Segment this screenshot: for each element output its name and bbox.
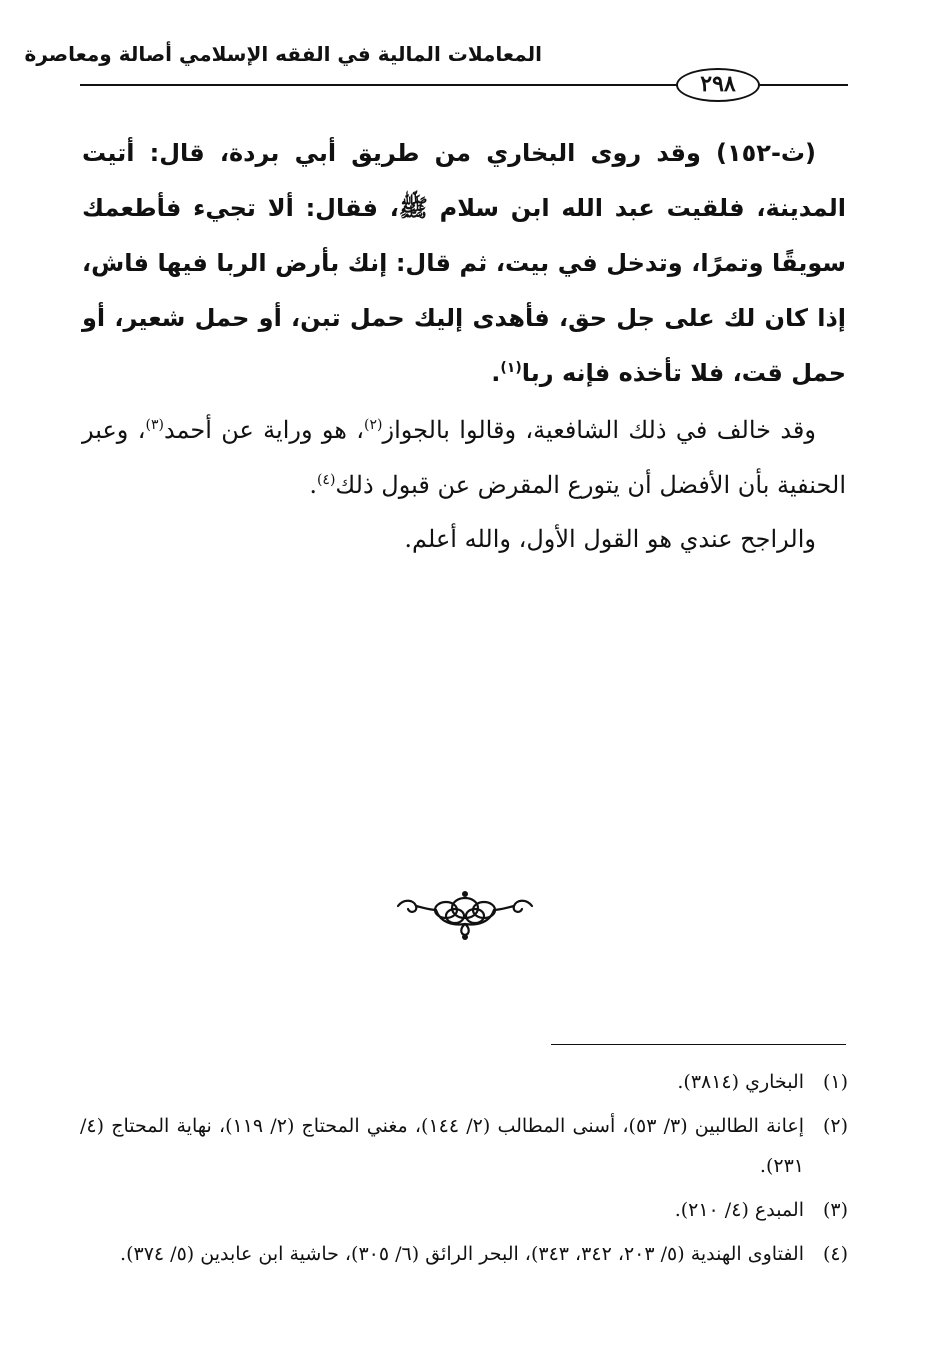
- paragraph-1-text: (ث-١٥٢) وقد روى البخاري من طريق أبي بردة، قال: أتيت المدينة، فلقيت عبد الله ابن سلام ﷺ، فقال: ألا تجيء فأطعمك سويقًا وتمرًا، وتدخل في بيت، ثم قال: إنك بأرض الربا فيها فاش، إذا كان لك على جل حق، فأهدى إليك حمل تبن، أو حمل شعير، أو حمل قت، فلا تأخذه فإنه ربا: [82, 139, 846, 387]
- paragraph-1: (ث-١٥٢) وقد روى البخاري من طريق أبي بردة، قال: أتيت المدينة، فلقيت عبد الله ابن سلام ﷺ، فقال: ألا تجيء فأطعمك سويقًا وتمرًا، وتدخل في بيت، ثم قال: إنك بأرض الربا فيها فاش، إذا كان لك على جل حق، فأهدى إليك حمل تبن، أو حمل شعير، أو حمل قت، فلا تأخذه فإنه ربا$^{(١)}$.: [82, 139, 846, 387]
- footnote-text: إعانة الطالبين (٣/ ٥٣)، أسنى المطالب (٢/ ١٤٤)، مغني المحتاج (٢/ ١١٩)، نهاية المحتاج (٤/ ٢٣١).: [80, 1115, 804, 1177]
- footnote-item: [80, 1190, 848, 1230]
- footnotes: [80, 1062, 848, 1278]
- paragraph-2-text-c: ، وعبر الحنفية بأن الأفضل أن يتورع المقرض عن قبول ذلك: [82, 416, 846, 499]
- paragraph-3: [82, 512, 846, 567]
- footnote-ref-1: (١): [500, 360, 522, 376]
- footnote-text: المبدع (٤/ ٢١٠).: [674, 1199, 804, 1221]
- footnote-number: (٤): [822, 1243, 848, 1265]
- paragraph-3-text: والراجح عندي هو القول الأول، والله أعلم.: [404, 525, 816, 553]
- page-number: ٢٩٨: [676, 68, 760, 102]
- footnote-number: (٢): [822, 1115, 848, 1137]
- footnote-text: البخاري (٣٨١٤).: [677, 1071, 804, 1093]
- paragraph-2-text-b: ، هو وراية عن أحمد: [163, 416, 365, 444]
- footnote-text: الفتاوى الهندية (٥/ ٢٠٣، ٣٤٢، ٣٤٣)، البحر الرائق (٦/ ٣٠٥)، حاشية ابن عابدين (٥/ ٣٧٤).: [120, 1243, 804, 1265]
- ornament-divider-icon: [394, 888, 536, 942]
- footnote-number: (١): [822, 1071, 848, 1093]
- paragraph-2-text-a: وقد خالف في ذلك الشافعية، وقالوا بالجواز: [382, 416, 816, 444]
- footnote-separator: [551, 1044, 846, 1045]
- paragraph-opinions: [82, 403, 846, 513]
- footnote-ref-4: (٤): [316, 472, 336, 488]
- paragraph-conclusion: [82, 512, 846, 567]
- running-header-title: المعاملات المالية في الفقه الإسلامي أصالة ومعاصرة: [24, 42, 542, 66]
- footnote-ref-2: (٢): [364, 417, 383, 433]
- footnote-item: [80, 1062, 848, 1102]
- paragraph-hadith: [82, 126, 846, 401]
- paragraph-2: وقد خالف في ذلك الشافعية، وقالوا بالجواز$^{(٢)}$، هو وراية عن أحمد$^{(٣)}$، وعبر الحنفية بأن الأفضل أن يتورع المقرض عن قبول ذلك$^{(٤)}$.: [82, 416, 846, 499]
- footnote-ref-3: (٣): [145, 417, 164, 433]
- footnote-item: [80, 1234, 848, 1274]
- footnote-item: [80, 1106, 848, 1186]
- footnote-number: (٣): [822, 1199, 848, 1221]
